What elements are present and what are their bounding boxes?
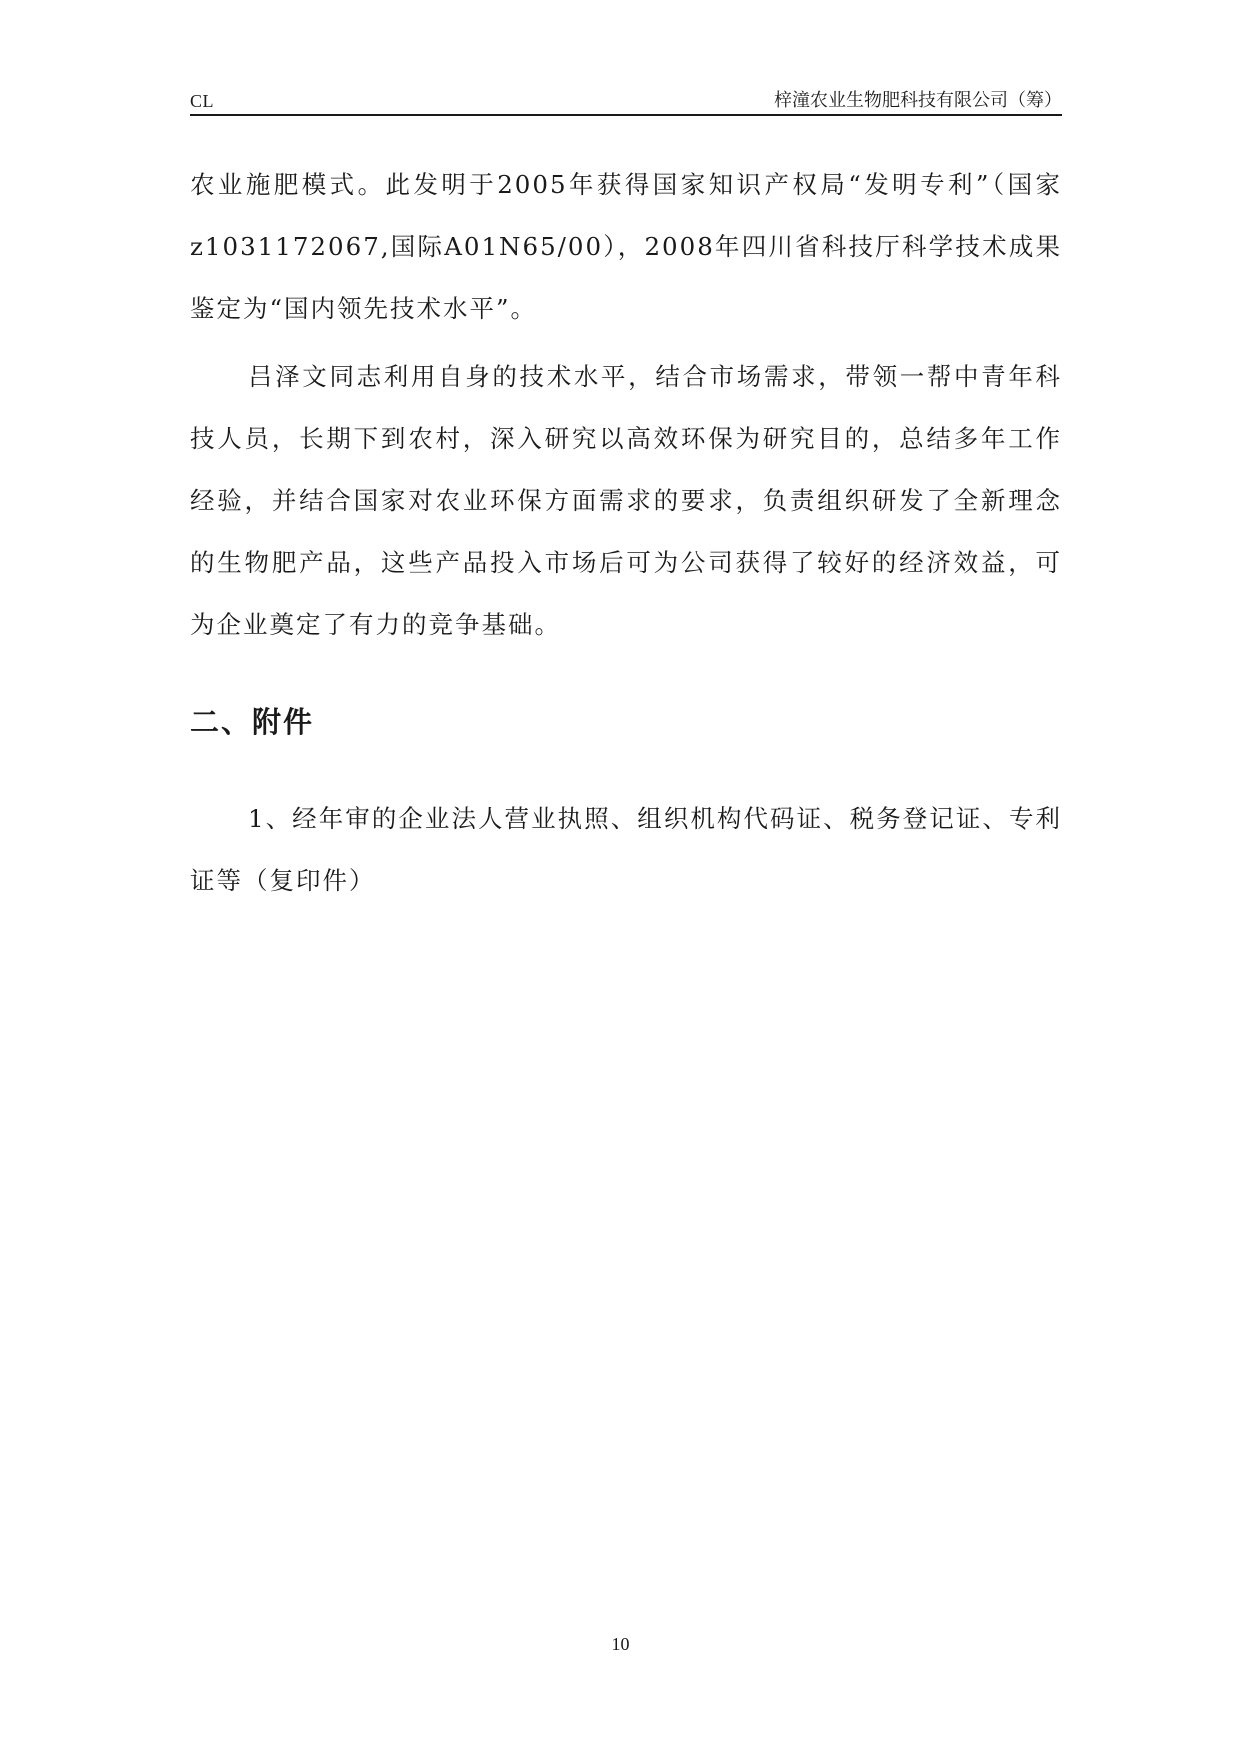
page-number: 10 (611, 1634, 630, 1654)
attachment-list-item: 1、经年审的企业法人营业执照、组织机构代码证、税务登记证、专利证等（复印件） (190, 804, 1062, 895)
body-paragraph: 吕泽文同志利用自身的技术水平，结合市场需求，带领一帮中青年科技人员，长期下到农村，深入研究以高效环保为研究目的，总结多年工作经验，并结合国家对农业环保方面需求的要求，负责组织研发了全新理念的生物肥产品，这些产品投入市场后可为公司获得了较好的经济效益，可为企业奠定了有力的竞争基础。 (190, 362, 1062, 639)
header-left-text: CL (190, 91, 215, 111)
header-divider (190, 114, 1062, 116)
section-heading: 二、附件 (190, 705, 315, 739)
page-header (190, 86, 1062, 114)
header-company-name: 梓潼农业生物肥科技有限公司（筹） (774, 90, 1062, 111)
body-paragraph: 农业施肥模式。此发明于2005年获得国家知识产权局“发明专利”（国家z1031172067,国际A01N65/00），2008年四川省科技厅科学技术成果鉴定为“国内领先技术水平”。 (190, 170, 1062, 323)
